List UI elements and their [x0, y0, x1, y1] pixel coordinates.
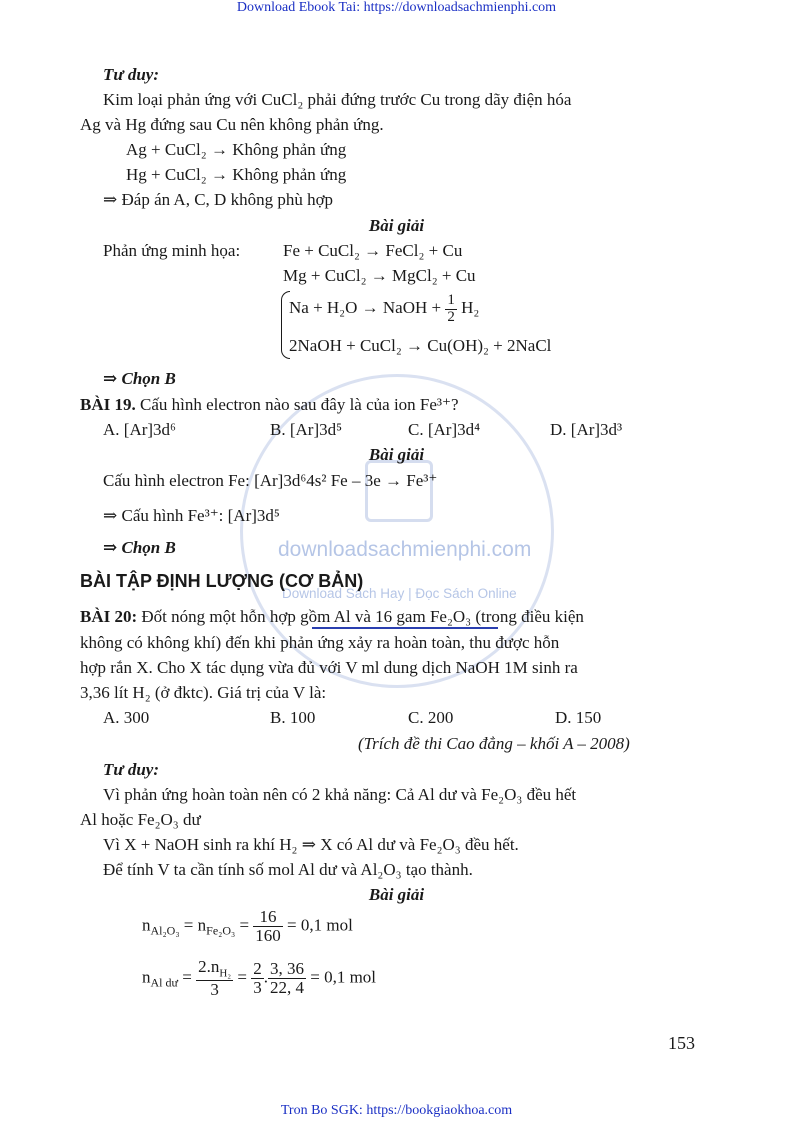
option-d: D. 150: [555, 708, 602, 727]
text-line: Al hoặc Fe₂O₃ dư: [80, 810, 201, 829]
question-19: BÀI 19. Cấu hình electron nào sau đây là của ion Fe³⁺?: [80, 395, 459, 414]
text-line: Vì phản ứng hoàn toàn nên có 2 khả năng: Cả Al dư và Fe₂O₃ đều hết: [103, 785, 577, 804]
text-line: hợp rắn X. Cho X tác dụng vừa đủ với V ml dung dịch NaOH 1M sinh ra: [80, 658, 578, 677]
page-header[interactable]: [0, 0, 793, 16]
reaction-mg: Mg + CuCl₂ → MgCl₂ + Cu: [283, 266, 476, 285]
equation-hg: Hg + CuCl₂ → Không phản ứng: [126, 165, 347, 184]
electron-config-fe3: ⇒ Cấu hình Fe³⁺: [Ar]3d⁵: [103, 506, 280, 525]
text-line: Ag và Hg đứng sau Cu nên không phản ứng.: [80, 115, 384, 134]
text-line: Để tính V ta cần tính số mol Al dư và Al₂O₃ tạo thành.: [103, 860, 473, 879]
reaction-na: Na + H₂O → NaOH + $\frac{1}{2}$ H₂: [289, 292, 480, 325]
section-heading-tu-duy-1: Tư duy:: [103, 65, 159, 84]
page-footer[interactable]: [0, 1103, 793, 1119]
solution-heading: Bài giải: [368, 885, 425, 904]
option-a: A. [Ar]3d⁶: [103, 420, 176, 439]
text-line: Vì X + NaOH sinh ra khí H₂ ⇒ X có Al dư và Fe₂O₃ đều hết.: [103, 835, 519, 854]
text-line: không có không khí) đến khi phản ứng xảy ra hoàn toàn, thu được hỗn: [80, 633, 560, 652]
conclusion-text: ⇒ Đáp án A, C, D không phù hợp: [103, 190, 334, 209]
page-number: 153: [668, 1033, 695, 1053]
watermark-site: downloadsachmienphi.com: [278, 538, 532, 561]
section-heading-tu-duy-2: Tư duy:: [103, 760, 159, 779]
text-line: Kim loại phản ứng với CuCl₂ phải đứng trước Cu trong dãy điện hóa: [103, 90, 572, 109]
reaction-fe: Fe + CuCl₂ → FeCl₂ + Cu: [283, 241, 463, 260]
solution-heading: Bài giải: [368, 445, 425, 464]
option-b: B. [Ar]3d⁵: [270, 420, 343, 439]
option-c: C. [Ar]3d⁴: [408, 420, 481, 439]
formula-n-al-du: $n_{Al dư}$ = $\frac{2.n_{H_2}}{3}$ = $\frac{2}{3}$ . $\frac{3, 36}{22, 4}$ = 0,1 mol: [142, 957, 377, 999]
section-title: BÀI TẬP ĐỊNH LƯỢNG (CƠ BẢN): [80, 571, 364, 591]
electron-config-fe: Cấu hình electron Fe: [Ar]3d⁶4s² Fe – 3e → Fe³⁺: [103, 471, 438, 490]
equation-ag: Ag + CuCl₂ → Không phản ứng: [126, 140, 347, 159]
answer-choice: ⇒ Chọn B: [103, 369, 176, 388]
option-c: C. 200: [408, 708, 454, 727]
option-a: A. 300: [103, 708, 150, 727]
footer-link[interactable]: Tron Bo SGK: https://bookgiaokhoa.com: [280, 1103, 513, 1118]
watermark-book-icon: [365, 460, 433, 522]
underline-mark: [312, 627, 498, 629]
source-citation: (Trích đề thi Cao đẳng – khối A – 2008): [358, 734, 630, 753]
question-20: BÀI 20: Đốt nóng một hỗn hợp gồm Al và 16 gam Fe₂O₃ (trong điều kiện: [80, 607, 584, 626]
reaction-intro: Phản ứng minh họa:: [103, 241, 241, 260]
text-line: 3,36 lít H₂ (ở đktc). Giá trị của V là:: [80, 683, 327, 702]
option-d: D. [Ar]3d³: [550, 420, 623, 439]
formula-n-al2o3: $n_{Al_2O_3} = n_{Fe_2O_3}$ = $\frac{16}{160}$ = 0,1 mol: [142, 907, 353, 945]
option-b: B. 100: [270, 708, 316, 727]
reaction-naoh: 2NaOH + CuCl₂ → Cu(OH)₂ + 2NaCl: [289, 336, 552, 355]
header-link[interactable]: Download Ebook Tai: https://downloadsachmienphi.com: [236, 0, 557, 15]
solution-heading: Bài giải: [368, 216, 425, 235]
watermark-tagline: Download Sách Hay | Đọc Sách Online: [282, 586, 517, 601]
answer-choice: ⇒ Chọn B: [103, 538, 176, 557]
